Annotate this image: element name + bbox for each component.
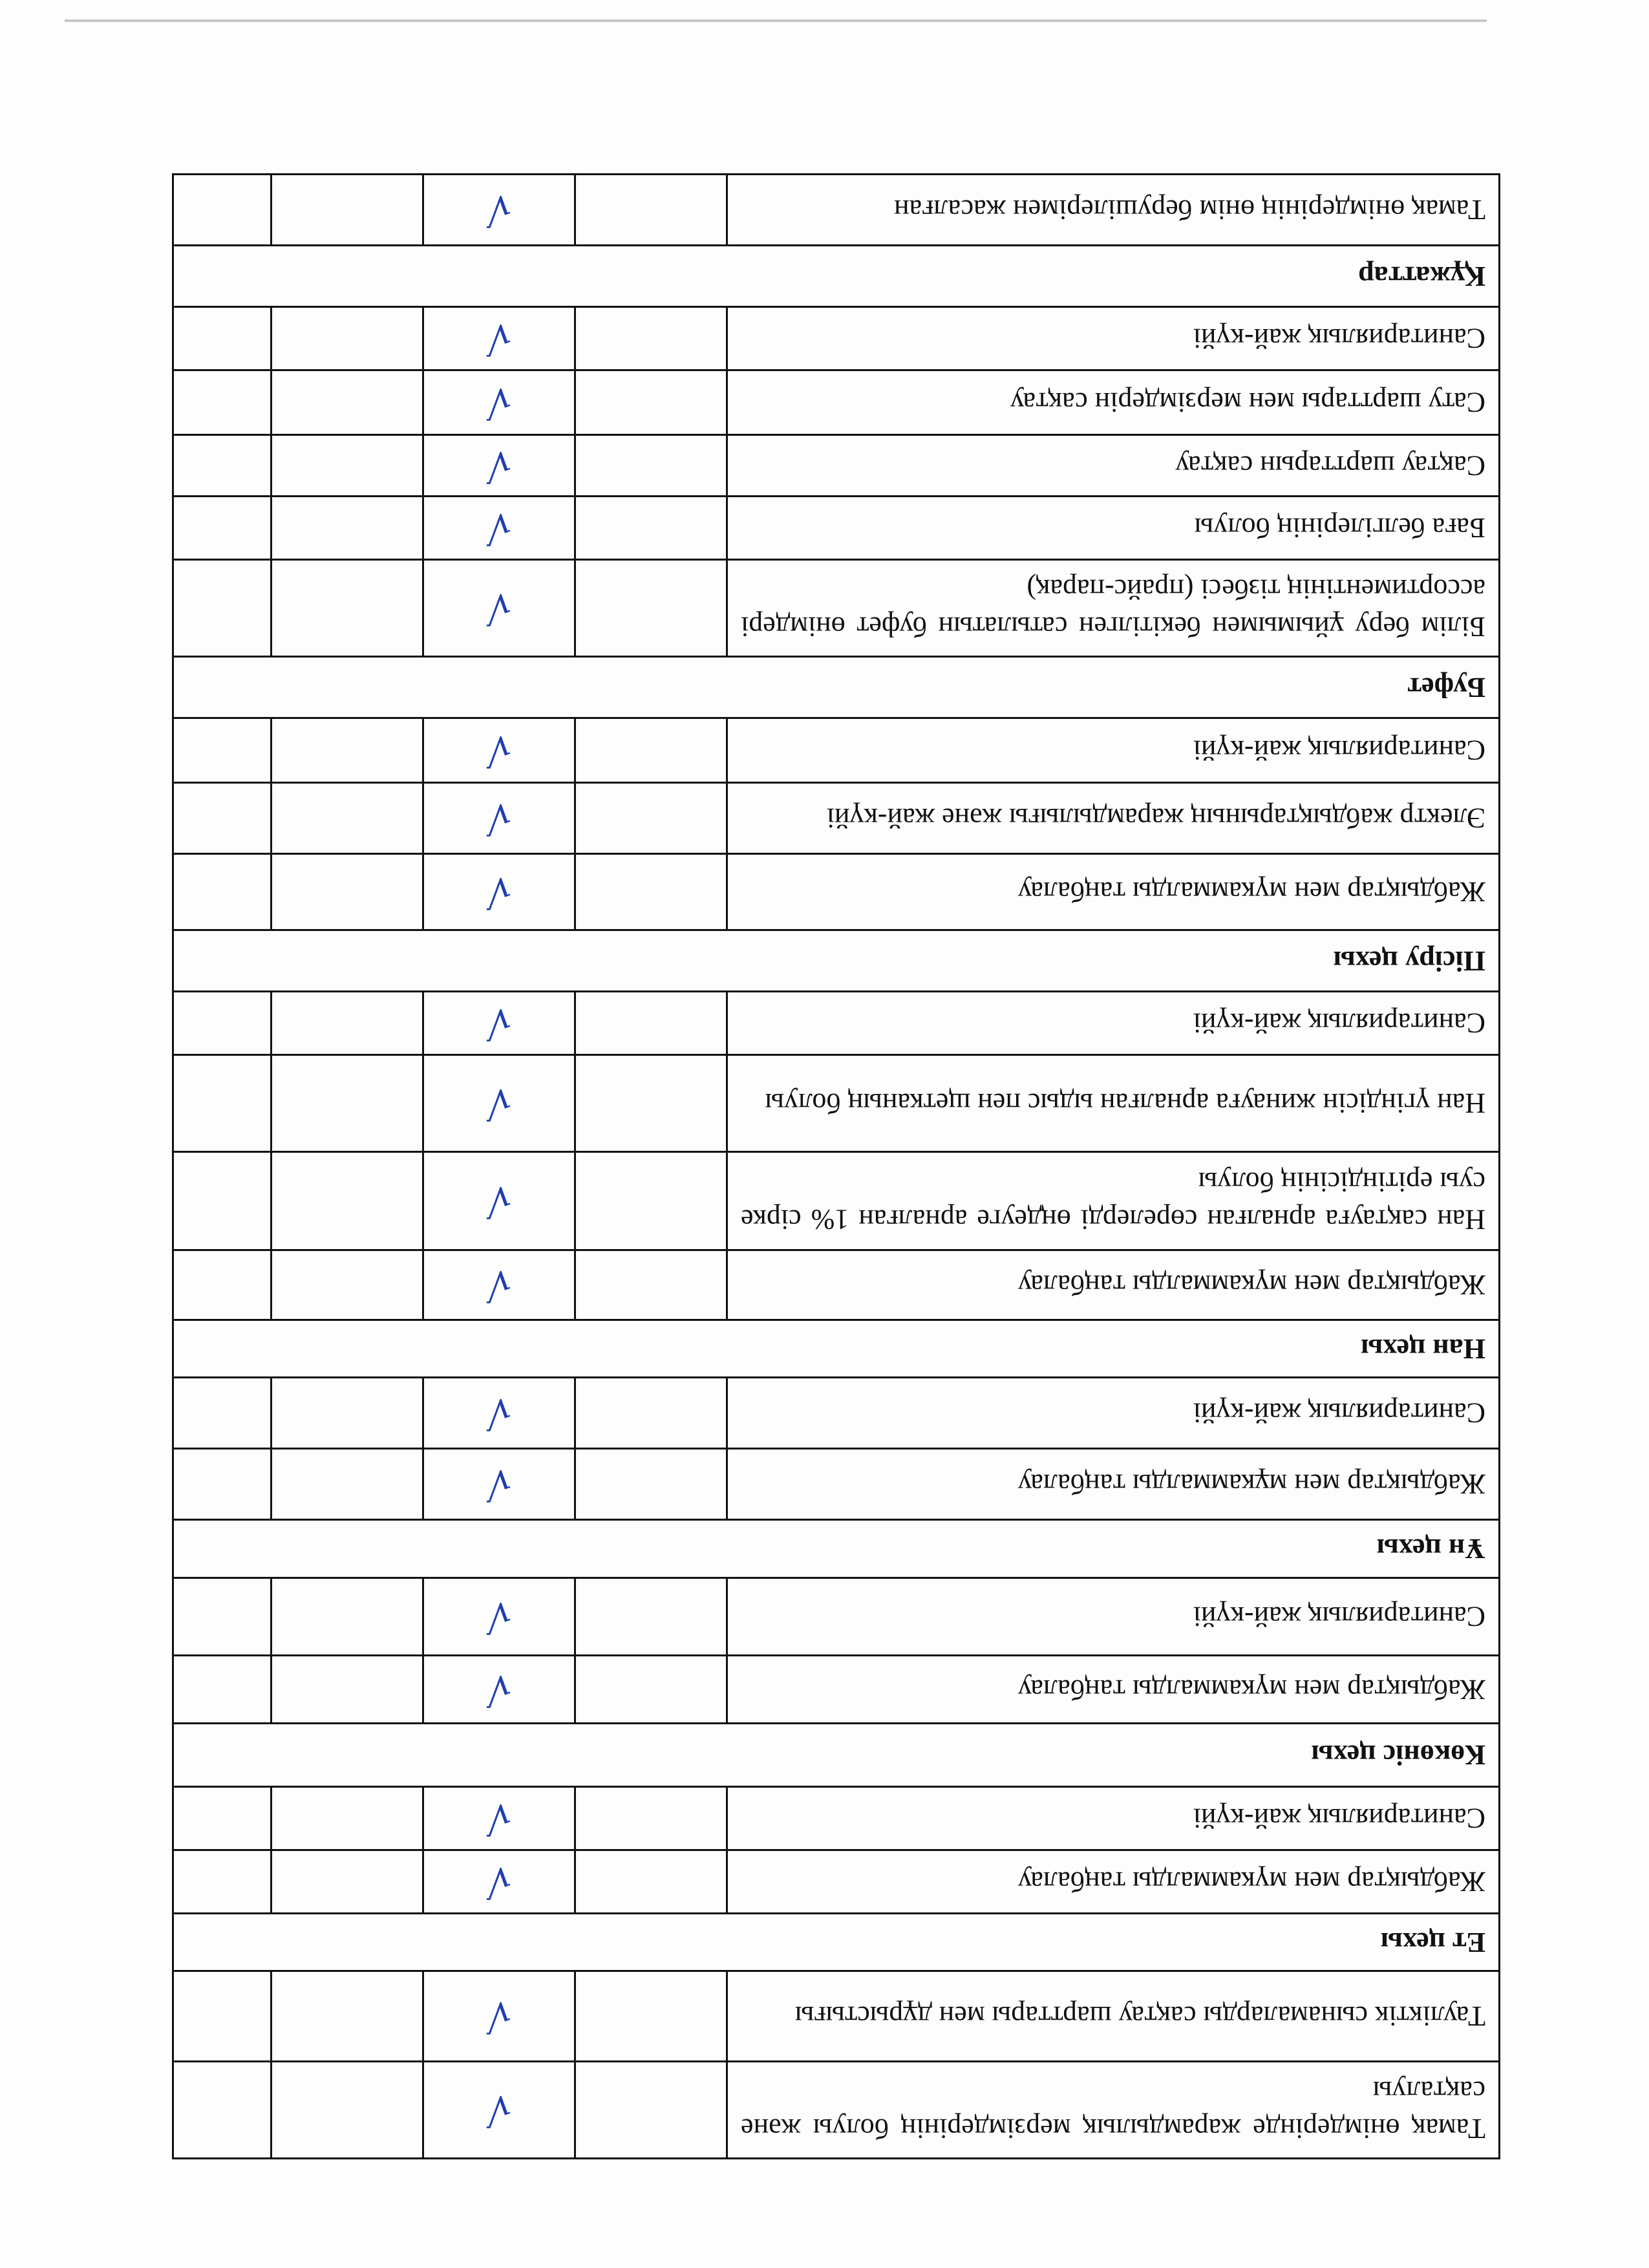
blank-cell — [173, 435, 271, 497]
table-row — [173, 307, 1500, 370]
check-mark-icon: √ — [486, 1000, 512, 1046]
table-row — [173, 718, 1500, 783]
yes-cell — [423, 1250, 575, 1320]
yes-cell — [423, 307, 575, 370]
section-row — [173, 657, 1500, 718]
yes-cell — [423, 1378, 575, 1449]
criterion-text: Жабдықтар мен мүкаммалды таңбалау — [727, 1656, 1500, 1724]
blank-cell — [575, 560, 727, 657]
yes-cell — [423, 1656, 575, 1724]
yes-cell — [423, 1971, 575, 2062]
table-row — [173, 1850, 1500, 1914]
table-row — [173, 992, 1500, 1055]
blank-cell — [173, 1850, 271, 1914]
criterion-text: Жабдықтар мен мүкаммалды таңбалау — [727, 1850, 1500, 1914]
blank-cell — [173, 783, 271, 854]
yes-cell — [423, 854, 575, 930]
check-mark-icon: √ — [486, 505, 512, 551]
yes-cell — [423, 560, 575, 657]
criterion-text: Білім беру ұйымымен бекітілген сатылатын буфет өнімдері ассортиментінің тізбесі (прайс-парақ) — [727, 560, 1500, 657]
blank-cell — [173, 854, 271, 930]
blank-cell — [575, 854, 727, 930]
criterion-text: Тамақ өнімдерінде жарамдылық мерзімдерінің болуы және сақталуы — [727, 2062, 1500, 2159]
table-row — [173, 1152, 1500, 1250]
yes-cell — [423, 497, 575, 560]
blank-cell — [575, 1055, 727, 1152]
table-row — [173, 175, 1500, 246]
section-title: Пісіру цехы — [173, 930, 1500, 992]
blank-cell — [173, 1971, 271, 2062]
blank-cell — [271, 560, 423, 657]
section-row — [173, 1914, 1500, 1971]
yes-cell — [423, 2062, 575, 2159]
blank-cell — [575, 370, 727, 435]
checklist-table — [172, 173, 1500, 2159]
blank-cell — [575, 435, 727, 497]
check-mark-icon: √ — [486, 380, 512, 425]
blank-cell — [575, 1152, 727, 1250]
criterion-text: Санитариялық жай-күйі — [727, 307, 1500, 370]
blank-cell — [575, 992, 727, 1055]
check-mark-icon: √ — [486, 316, 512, 361]
criterion-text: Нан үгіндісін жинауға арналған ыдыс пен щетканың болуы — [727, 1055, 1500, 1152]
check-mark-icon: √ — [486, 1859, 512, 1905]
blank-cell — [271, 854, 423, 930]
blank-cell — [173, 307, 271, 370]
table-row — [173, 1250, 1500, 1320]
blank-cell — [575, 1850, 727, 1914]
blank-cell — [271, 1787, 423, 1850]
table-row — [173, 1055, 1500, 1152]
blank-cell — [271, 175, 423, 246]
blank-cell — [271, 1152, 423, 1250]
check-mark-icon: √ — [486, 585, 512, 631]
section-row — [173, 930, 1500, 992]
table-row — [173, 1578, 1500, 1656]
section-title: Ет цехы — [173, 1914, 1500, 1971]
criterion-text: Тауліктік сынамаларды сақтау шарттары мен дұрыстығы — [727, 1971, 1500, 2062]
blank-cell — [271, 2062, 423, 2159]
blank-cell — [271, 992, 423, 1055]
check-mark-icon: √ — [486, 1178, 512, 1224]
table-row — [173, 1787, 1500, 1850]
section-title: Нан цехы — [173, 1320, 1500, 1378]
blank-cell — [173, 1578, 271, 1656]
blank-cell — [575, 2062, 727, 2159]
blank-cell — [271, 1055, 423, 1152]
criterion-text: Жабдықтар мен мұкаммалды таңбалау — [727, 1449, 1500, 1520]
blank-cell — [271, 1578, 423, 1656]
blank-cell — [173, 1152, 271, 1250]
blank-cell — [575, 1578, 727, 1656]
yes-cell — [423, 1787, 575, 1850]
yes-cell — [423, 992, 575, 1055]
blank-cell — [173, 1449, 271, 1520]
check-mark-icon: √ — [486, 187, 512, 233]
yes-cell — [423, 1152, 575, 1250]
criterion-text: Нан сақтауға арналған сөрелерді өңдеуге арналған 1% сірке суы ерітіндісінің болуы — [727, 1152, 1500, 1250]
table-row — [173, 560, 1500, 657]
blank-cell — [271, 435, 423, 497]
table-row — [173, 1449, 1500, 1520]
section-row — [173, 1520, 1500, 1578]
blank-cell — [271, 1250, 423, 1320]
section-row — [173, 1724, 1500, 1787]
criterion-text: Санитариялық жай-күйі — [727, 1787, 1500, 1850]
criterion-text: Санитариялық жай-күйі — [727, 992, 1500, 1055]
check-mark-icon: √ — [486, 1993, 512, 2039]
section-title: Құжаттар — [173, 246, 1500, 307]
blank-cell — [173, 992, 271, 1055]
blank-cell — [173, 1656, 271, 1724]
blank-cell — [575, 1378, 727, 1449]
blank-cell — [173, 497, 271, 560]
criterion-text: Санитариялық жай-күйі — [727, 1378, 1500, 1449]
blank-cell — [575, 783, 727, 854]
yes-cell — [423, 783, 575, 854]
table-row — [173, 497, 1500, 560]
blank-cell — [271, 1449, 423, 1520]
blank-cell — [575, 1971, 727, 2062]
yes-cell — [423, 1850, 575, 1914]
section-title: Ұн цехы — [173, 1520, 1500, 1578]
check-mark-icon: √ — [486, 795, 512, 841]
blank-cell — [173, 175, 271, 246]
blank-cell — [271, 307, 423, 370]
criterion-text: Санитариялық жай-күйі — [727, 718, 1500, 783]
table-row — [173, 370, 1500, 435]
blank-cell — [575, 718, 727, 783]
criterion-text: Сату шарттары мен мерзімдерін сақтау — [727, 370, 1500, 435]
table-row — [173, 783, 1500, 854]
criterion-text: Баға белгілерінің болуы — [727, 497, 1500, 560]
check-mark-icon: √ — [486, 1667, 512, 1712]
blank-cell — [173, 370, 271, 435]
check-mark-icon: √ — [486, 1594, 512, 1640]
section-row — [173, 246, 1500, 307]
check-mark-icon: √ — [486, 1080, 512, 1126]
yes-cell — [423, 1449, 575, 1520]
blank-cell — [173, 2062, 271, 2159]
section-title: Көкөніс цехы — [173, 1724, 1500, 1787]
table-row — [173, 1378, 1500, 1449]
check-mark-icon: √ — [486, 727, 512, 773]
checklist-body — [173, 175, 1500, 2159]
criterion-text: Жабдықтар мен мүкаммалды таңбалау — [727, 854, 1500, 930]
blank-cell — [173, 560, 271, 657]
yes-cell — [423, 1055, 575, 1152]
blank-cell — [271, 1971, 423, 2062]
table-row — [173, 1656, 1500, 1724]
blank-cell — [575, 497, 727, 560]
check-mark-icon: √ — [486, 869, 512, 915]
blank-cell — [173, 1055, 271, 1152]
blank-cell — [173, 1250, 271, 1320]
yes-cell — [423, 370, 575, 435]
criterion-text: Санитариялық жай-күйі — [727, 1578, 1500, 1656]
criterion-text: Электр жабдықтарының жарамдылығы және жай-күйі — [727, 783, 1500, 854]
table-row — [173, 854, 1500, 930]
blank-cell — [575, 1656, 727, 1724]
blank-cell — [271, 497, 423, 560]
blank-cell — [271, 718, 423, 783]
blank-cell — [271, 783, 423, 854]
blank-cell — [173, 1787, 271, 1850]
section-row — [173, 1320, 1500, 1378]
blank-cell — [173, 1378, 271, 1449]
blank-cell — [575, 1787, 727, 1850]
blank-cell — [575, 1449, 727, 1520]
blank-cell — [575, 1250, 727, 1320]
yes-cell — [423, 1578, 575, 1656]
check-mark-icon: √ — [486, 1795, 512, 1841]
table-row — [173, 435, 1500, 497]
check-mark-icon: √ — [486, 2087, 512, 2133]
check-mark-icon: √ — [486, 1390, 512, 1436]
blank-cell — [575, 307, 727, 370]
criterion-text: Жабдықтар мен мүкаммалды таңбалау — [727, 1250, 1500, 1320]
table-row — [173, 2062, 1500, 2159]
blank-cell — [271, 1378, 423, 1449]
criterion-text: Тамақ өнімдерінің өнім берушілерімен жасалған — [727, 175, 1500, 246]
yes-cell — [423, 175, 575, 246]
yes-cell — [423, 435, 575, 497]
check-mark-icon: √ — [486, 1461, 512, 1507]
blank-cell — [271, 1656, 423, 1724]
section-title: Буфет — [173, 657, 1500, 718]
table-row — [173, 1971, 1500, 2062]
check-mark-icon: √ — [486, 1262, 512, 1308]
criterion-text: Сақтау шарттарын сақтау — [727, 435, 1500, 497]
blank-cell — [575, 175, 727, 246]
blank-cell — [271, 1850, 423, 1914]
yes-cell — [423, 718, 575, 783]
blank-cell — [271, 370, 423, 435]
blank-cell — [173, 718, 271, 783]
check-mark-icon: √ — [486, 443, 512, 488]
